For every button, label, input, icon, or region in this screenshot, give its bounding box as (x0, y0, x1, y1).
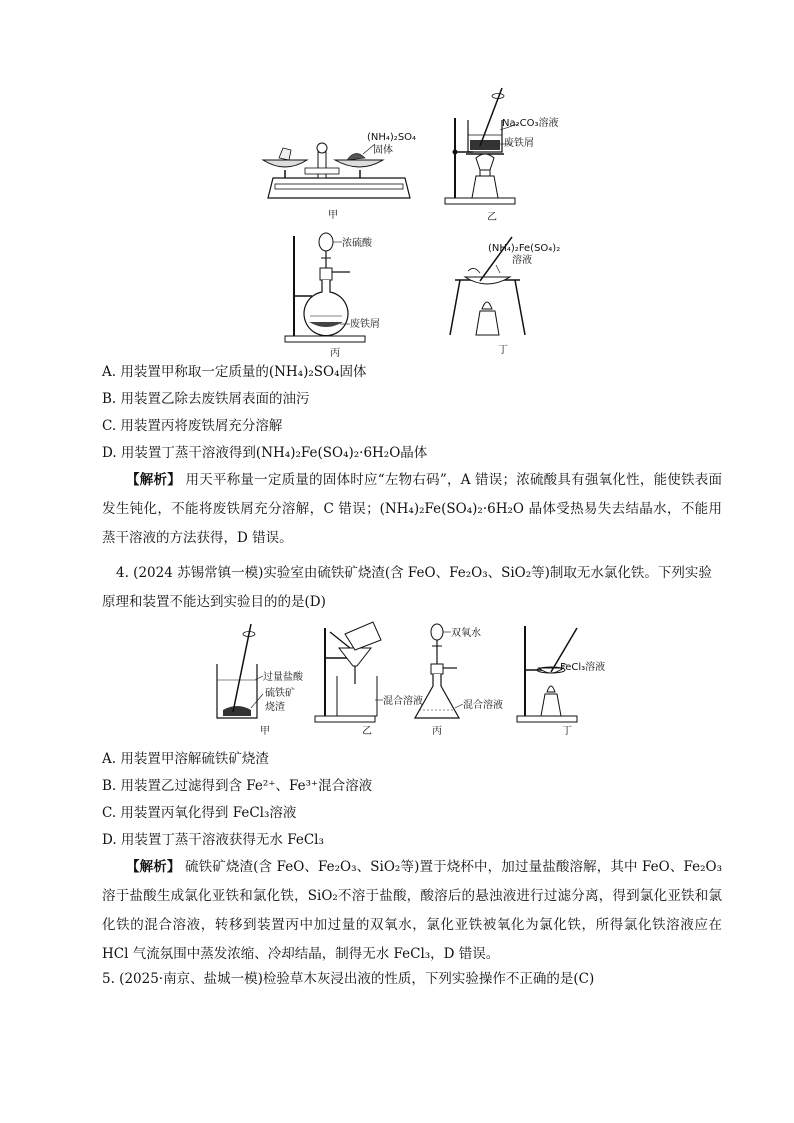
q4-stem: 4. (2024 苏锡常镇一模)实验室由硫铁矿烧渣(含 FeO、Fe₂O₃、SiO₂等)制取无水氯化铁。下列实验原理和装置不能达到实验目的的是(D) (102, 565, 712, 610)
bing-reagent-label: 浓硫酸 (342, 238, 372, 249)
q3-option-d: D. 用装置丁蒸干溶液得到(NH₄)₂Fe(SO₄)₂·6H₂O晶体 (102, 445, 428, 461)
yi-caption: 乙 (487, 212, 497, 223)
fig2-bing-l1: 双氧水 (451, 628, 481, 639)
figure-yi-washing (440, 80, 615, 225)
fig2-jia-l2: 硫铁矿 (265, 688, 295, 699)
figure-jia-balance (255, 118, 425, 223)
fig2-yi-l1: 混合溶液 (383, 696, 423, 707)
q4-option-d: D. 用装置丁蒸干溶液获得无水 FeCl₃ (102, 832, 324, 848)
fig2-jia-l3: 烧渣 (265, 702, 285, 713)
q3-option-a: A. 用装置甲称取一定质量的(NH₄)₂SO₄固体 (102, 364, 367, 380)
q3-option-b: B. 用装置乙除去废铁屑表面的油污 (102, 391, 310, 407)
q4-analysis (102, 853, 722, 969)
yi-reagent-label: Na₂CO₃溶液 (502, 118, 559, 129)
figure2-apparatus (205, 618, 625, 738)
jia-reagent2-label: 固体 (373, 145, 393, 156)
ding-caption: 丁 (498, 345, 508, 356)
bing-reagent2-label: 废铁屑 (350, 319, 380, 330)
ding-reagent-label: (NH₄)₂Fe(SO₄)₂ (488, 243, 561, 254)
jia-caption: 甲 (328, 210, 338, 221)
bing-caption: 丙 (330, 348, 340, 358)
fig2-ding-caption: 丁 (562, 726, 572, 737)
q4-analysis-tag: 【解析】 (126, 859, 181, 875)
figure-bing-dissolve (280, 228, 420, 358)
fig2-jia-beaker (217, 624, 304, 737)
fig2-bing-caption: 丙 (432, 726, 442, 737)
q3-analysis-tag: 【解析】 (126, 472, 181, 488)
fig2-yi-caption: 乙 (362, 726, 372, 737)
q5-stem: 5. (2025·南京、盐城一模)检验草木灰浸出液的性质，下列实验操作不正确的是(C) (102, 971, 595, 987)
q3-option-c: C. 用装置丙将废铁屑充分溶解 (102, 418, 283, 434)
fig2-jia-l1: 过量盐酸 (263, 672, 303, 683)
yi-reagent2-label: 废铁屑 (504, 138, 534, 149)
ding-reagent2-label: 溶液 (512, 255, 532, 266)
figure-ding-evaporate (440, 235, 590, 360)
fig2-yi-filter (315, 622, 423, 737)
fig2-ding-evaporate (517, 626, 605, 737)
fig2-jia-caption: 甲 (260, 726, 270, 737)
q3-analysis-text: 用天平称量一定质量的固体时应“左物右码”，A 错误；浓硫酸具有强氧化性，能使铁表面发生钝化，不能将废铁屑充分溶解，C 错误；(NH₄)₂Fe(SO₄)₂·6H₂O 晶体受热易失去结晶水，不能用蒸干溶液的方法获得，D 错误。 (102, 472, 723, 546)
fig2-bing-l2: 混合溶液 (463, 700, 503, 711)
jia-reagent-label: (NH₄)₂SO₄ (367, 132, 417, 143)
fig2-ding-l1: FeCl₃溶液 (560, 662, 606, 673)
q3-analysis (102, 466, 722, 553)
q4-option-b: B. 用装置乙过滤得到含 Fe²⁺、Fe³⁺混合溶液 (102, 778, 373, 794)
fig2-bing-flask (415, 624, 503, 737)
q4-analysis-text: 硫铁矿烧渣(含 FeO、Fe₂O₃、SiO₂等)置于烧杯中，加过量盐酸溶解，其中 FeO、Fe₂O₃溶于盐酸生成氯化亚铁和氯化铁，SiO₂不溶于盐酸，酸溶后的悬浊液进行过滤分离，得到氯化亚铁和氯化铁的混合溶液，转移到装置丙中加过量的双氧水，氯化亚铁被氧化为氯化铁，所得氯化铁溶液应在 HCl 气流氛围中蒸发浓缩、冷却结晶，制得无水 FeCl₃，D 错误。 (102, 859, 723, 962)
q4-option-a: A. 用装置甲溶解硫铁矿烧渣 (102, 751, 269, 767)
q4-option-c: C. 用装置丙氧化得到 FeCl₃溶液 (102, 805, 297, 821)
